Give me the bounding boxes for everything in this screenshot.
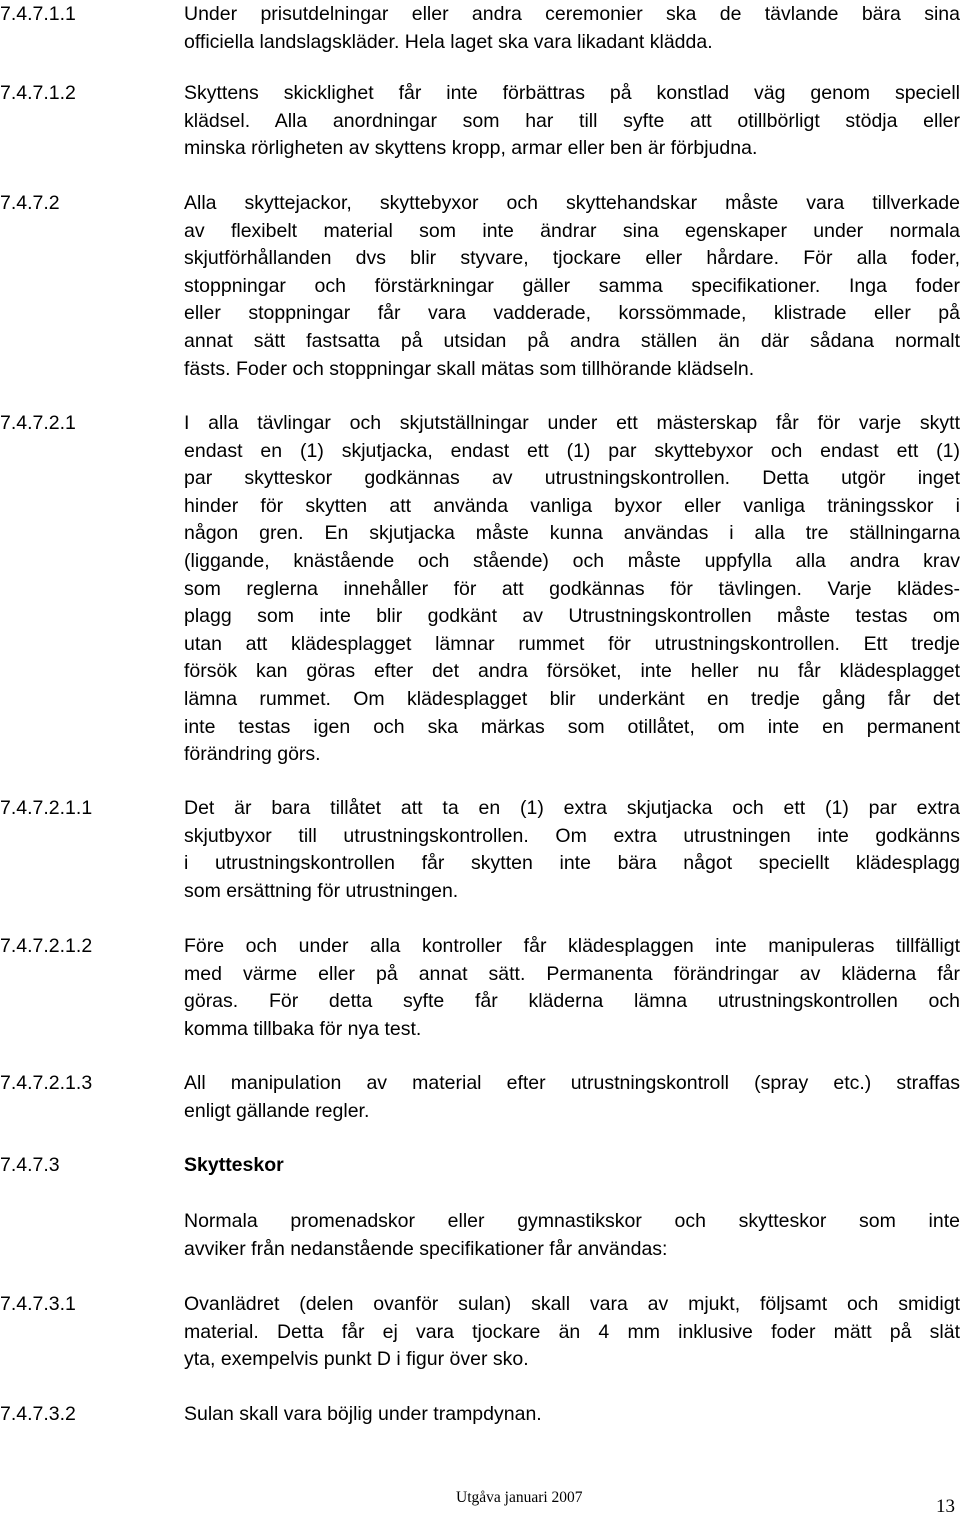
text-line: skjutbyxor till utrustningskontrollen. Om extra utrustningen inte godkänns [184, 824, 960, 847]
text-line: försök kan göras efter det andra försöket, inte heller nu får klädesplagget [184, 660, 960, 683]
text-line: förändring görs. [184, 743, 321, 766]
text-line: avviker från nedanstående specifikationer får användas: [184, 1237, 668, 1260]
text-line: klädsel. Alla anordningar som har till syfte att otillbörligt stödja eller [184, 109, 960, 132]
section-text [184, 1291, 960, 1374]
section-number: 7.4.7.1.2 [0, 82, 76, 104]
text-line: inte testas igen och ska märkas som otillåtet, om inte en permanent [184, 715, 960, 738]
section-text [184, 1070, 960, 1125]
text-line: komma tillbaka för nya test. [184, 1017, 422, 1040]
section-text [184, 795, 960, 905]
section-text [184, 1401, 960, 1429]
section-number: 7.4.7.2 [0, 192, 60, 214]
section-number: 7.4.7.3 [0, 1154, 60, 1176]
text-line: utan att klädesplagget lämnar rummet för utrustningskontrollen. Ett tredje [184, 632, 960, 655]
text-line: endast en (1) skjutjacka, endast ett (1) par skyttebyxor och endast ett (1) [184, 439, 960, 462]
text-line: I alla tävlingar och skjutställningar under ett mästerskap får för varje skytt [184, 412, 960, 434]
section-text [184, 410, 960, 769]
text-line: Före och under alla kontroller får klädesplaggen inte manipuleras tillfälligt [184, 935, 960, 957]
text-line: yta, exempelvis punkt D i figur över sko. [184, 1348, 529, 1371]
text-line: Det är bara tillåtet att ta en (1) extra skjutjacka och ett (1) par extra [184, 797, 960, 819]
text-line: göras. För detta syfte får kläderna lämna utrustningskontrollen och [184, 990, 960, 1013]
text-line: Normala promenadskor eller gymnastikskor och skytteskor som inte [184, 1210, 960, 1232]
section-number: 7.4.7.2.1.2 [0, 935, 93, 957]
section-heading: Skytteskor [184, 1154, 284, 1176]
section-number: 7.4.7.3.1 [0, 1293, 76, 1315]
text-line: Alla skyttejackor, skyttebyxor och skyttehandskar måste vara tillverkade [184, 192, 960, 214]
text-line: som reglerna innehåller för att godkännas för tävlingen. Varje klädes- [184, 577, 960, 600]
text-line: hinder för skytten att använda vanliga byxor eller vanliga träningsskor i [184, 494, 960, 517]
section-text [184, 1, 960, 56]
text-line: officiella landslagskläder. Hela laget ska vara likadant klädda. [184, 30, 713, 53]
text-line: material. Detta får ej vara tjockare än 4 mm inklusive foder mätt på slät [184, 1320, 960, 1343]
text-line: av flexibelt material som inte ändrar sina egenskaper under normala [184, 219, 960, 242]
text-line: i utrustningskontrollen får skytten inte bära något speciellt klädesplagg [184, 852, 960, 875]
section-number: 7.4.7.2.1.3 [0, 1072, 93, 1094]
text-line: lämna rummet. Om klädesplagget blir underkänt en tredje gång får det [184, 687, 960, 710]
text-line: eller stoppningar får vara vadderade, korssömmade, klistrade eller på [184, 302, 960, 325]
text-line: Under prisutdelningar eller andra ceremonier ska de tävlande bära sina [184, 3, 960, 25]
text-line: någon gren. En skjutjacka måste kunna användas i alla tre ställningarna [184, 522, 960, 545]
text-line: enligt gällande regler. [184, 1099, 370, 1122]
footer-edition: Utgåva januari 2007 [456, 1489, 583, 1506]
section-heading-wrap [184, 1152, 960, 1180]
text-line: Skyttens skicklighet får inte förbättras på konstlad väg genom speciell [184, 82, 960, 104]
text-line: plagg som inte blir godkänt av Utrustningskontrollen måste testas om [184, 605, 960, 628]
text-line: (liggande, knästående och stående) och måste uppfylla alla andra krav [184, 549, 960, 572]
section-text [184, 1208, 960, 1263]
text-line: par skytteskor godkännas av utrustningskontrollen. Detta utgör inget [184, 467, 960, 490]
text-line: Sulan skall vara böjlig under trampdynan. [184, 1403, 542, 1425]
text-line: som ersättning för utrustningen. [184, 879, 459, 902]
text-line: med värme eller på annat sätt. Permanenta förändringar av kläderna får [184, 962, 960, 985]
section-number: 7.4.7.3.2 [0, 1403, 76, 1425]
text-line: minska rörligheten av skyttens kropp, armar eller ben är förbjudna. [184, 137, 758, 160]
section-text [184, 933, 960, 1043]
section-number: 7.4.7.2.1 [0, 412, 76, 434]
text-line: annat sätt fastsatta på utsidan på andra ställen än där sådana normalt [184, 329, 960, 352]
text-line: fästs. Foder och stoppningar skall mätas som tillhörande klädseln. [184, 357, 755, 380]
text-line: Ovanlädret (delen ovanför sulan) skall vara av mjukt, följsamt och smidigt [184, 1293, 960, 1315]
text-line: All manipulation av material efter utrustningskontroll (spray etc.) straffas [184, 1072, 960, 1094]
page-number: 13 [936, 1496, 955, 1517]
section-number: 7.4.7.1.1 [0, 3, 76, 25]
section-number: 7.4.7.2.1.1 [0, 797, 93, 819]
section-text [184, 190, 960, 383]
section-text [184, 80, 960, 163]
text-line: stoppningar och förstärkningar gäller samma specifikationer. Inga foder [184, 274, 960, 297]
text-line: skjutförhållanden dvs blir styvare, tjockare eller hårdare. För alla foder, [184, 247, 960, 270]
